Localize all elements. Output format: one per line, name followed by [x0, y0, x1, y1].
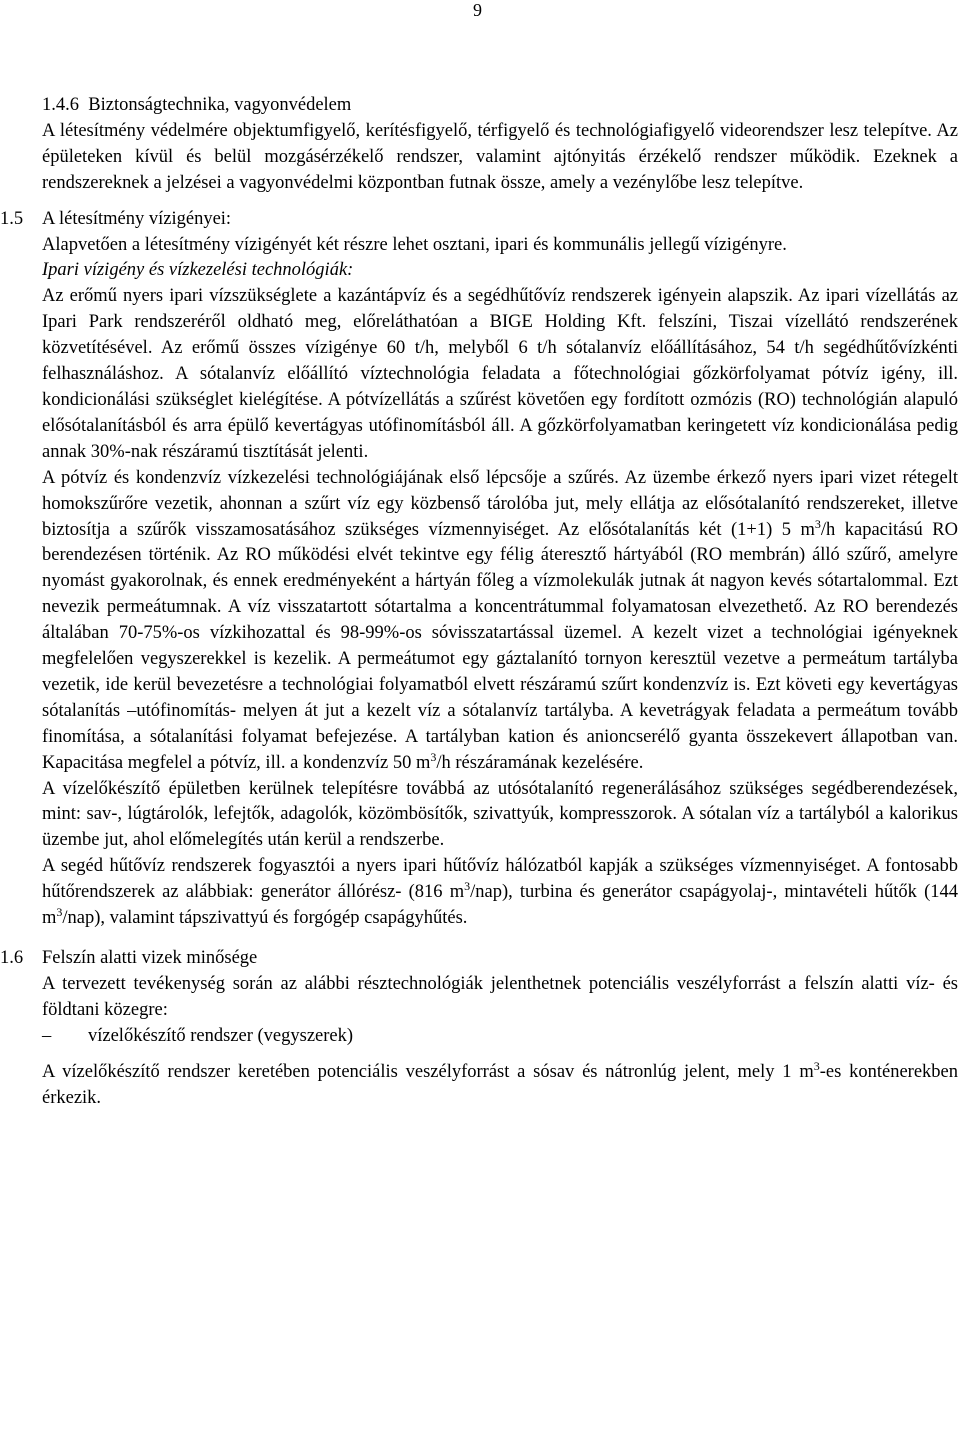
- list-item: [42, 1024, 958, 1050]
- page-number: 9: [473, 0, 482, 20]
- section-1-4-6-heading: [42, 93, 958, 119]
- paragraph-water-demand: Az erőmű nyers ipari vízszükséglete a kazántápvíz és a segédhűtővíz rendszerek igényein alapszik. Az ipari vízellátás az Ipari Park rendszeréről oldható meg, előreláthatóan a BIGE Holding Kft. felszíni, Tiszai vízellátó rendszerének közvetítésével. Az erőmű összes vízigénye 60 t/h, melyből 6 t/h sótalanvíz előállításához, 54 t/h segédhűtővízkénti felhasználáshoz. A sótalanvíz előállító víztechnológia feladata a főtechnológiai gőzkörfolyamat pótvíz igény, ill. kondicionálási szükséglet kielégítése. A pótvízellátás a szűrést követően egy fordított ozmózis (RO) technológián alapuló elősótalanításból és arra épülő kevertágyas utófinomításból áll. A gőzkörfolyamatban keringetett víz kondicionálása pedig annak 30%-nak részáramú tisztítását jelenti.: [42, 286, 958, 462]
- section-title: A létesítmény vízigényei:: [42, 208, 232, 229]
- paragraph-filtration: A pótvíz és kondenzvíz vízkezelési technológiájának első lépcsője a szűrés. Az üzembe érkező nyers ipari vizet rétegelt homokszűrőre vezetik, ahonnan a szűrt víz egy közbenső tárolóba jut, mely ellátja az elősótalanító rendszereket, illetve biztosítja a szűrők visszamosatásához szükséges vízmennyiséget. Az elősótalanítás két (1+1) 5 $m^3/h$ kapacitású RO berendezésen történik. Az RO működési elvét tekintve egy félig áteresztő hártyából (RO membrán) álló szűrő, amelyre nyomást gyakorolnak, és ennek eredményeként a hártyán főleg a vízmolekulák jutnak át nagyon kevés sótartalommal. Ezt nevezik permeátumnak. A víz visszatartott sótartalma a koncentrátummal folyamatosan elvezethető. Az RO berendezés általában 70-75%-os vízkihozattal és 98-99%-os sóvisszatartással üzemel. A kezelt vizet a technológiai igényeknek megfelelően vegyszerekkel is kezelik. A permeátumot egy gáztalanító tornyon keresztül vezetve a permeátum tartályba vezetik, ide kerül bevezetésre a technológiai folyamatból elvett részáramú szűrt kondenzvíz is. Ezt követi egy kevertágyas sótalanítás –utófinomítás- melyen át jut a kezelt víz a sótalanvíz tartályba. A kevetrágyak feladata a permeátum tovább finomítása, a sótalanítási folyamat befejezése. A tartályban kation és anioncserélő gyanta összekevert állapotban van. Kapacitása megfelel a pótvíz, ill. a kondenzvíz 50 $m^3/h$ részáramának kezelésére.: [42, 467, 958, 773]
- section-number: 1.5: [0, 208, 24, 229]
- section-1-6-heading: [0, 946, 958, 972]
- subheading-industrial-water: Ipari vízigény és vízkezelési technológiák:: [42, 260, 354, 281]
- paragraph-chemicals: A vízelőkészítő rendszer keretében potenciális veszélyforrást a sósav és nátronlúg jelent, mely 1 $m^3-es$ konténerekben érkezik.: [42, 1058, 958, 1108]
- bullet-dash: –: [42, 1025, 52, 1046]
- section-number: 1.6: [0, 948, 24, 968]
- section-1-5-heading: [0, 207, 958, 233]
- section-1-6-intro: A tervezett tevékenység során az alábbi résztechnológiák jelenthetnek potenciális veszélyforrást a felszín alatti víz- és földtani közegre:: [42, 973, 958, 1020]
- section-1-4-6-text: A létesítmény védelmére objektumfigyelő, kerítésfigyelő, térfigyelő és technológiafigyelő videorendszer lesz telepítve. Az épületeken kívül és belül mozgásérzékelő rendszer, valamint ajtónyitás érzékelő rendszer működik. Ezeknek a rendszereknek a jelzései a vagyonvédelmi központban futnak össze, amely a vezénylőbe lesz telepítve.: [42, 120, 958, 193]
- paragraph-auxiliary-equipment: A vízelőkészítő épületben kerülnek telepítésre továbbá az utósótalanító regenerálásához szükséges segédberendezések, mint: sav-, lúgtárolók, lefejtők, adagolók, közömbösítők, szivattyúk, kompresszorok. A sótalan víz a tartályból a kalorikus üzembe jut, ahol előmelegítés után kerül a rendszerbe.: [42, 778, 958, 851]
- section-title: Felszín alatti vizek minősége: [42, 948, 258, 968]
- document-body: [0, 93, 958, 1111]
- paragraph-cooling-water: A segéd hűtővíz rendszerek fogyasztói a nyers ipari hűtővíz hálózatból kapják a szükséges vízmennyiséget. A fontosabb hűtőrendszerek az alábbiak: generátor állórész- (816 $m^3/nap$), turbina és generátor csapágyolaj-, mintavételi hűtők (144 $m^3/nap$), valamint tápszivattyú és forgógép csapágyhűtés.: [42, 856, 958, 929]
- section-number: 1.4.6: [42, 95, 79, 115]
- section-1-5-intro: Alapvetően a létesítmény vízigényét két részre lehet osztani, ipari és kommunális jellegű vízigényre.: [42, 234, 787, 255]
- section-title: Biztonságtechnika, vagyonvédelem: [88, 95, 352, 115]
- list-item-text: vízelőkészítő rendszer (vegyszerek): [88, 1025, 354, 1046]
